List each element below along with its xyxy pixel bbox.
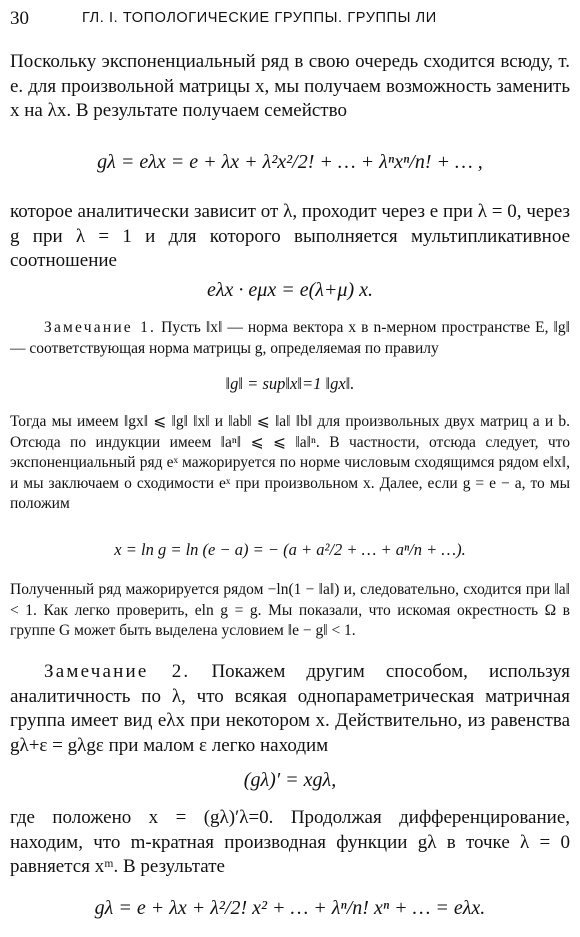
- remark-2: [10, 660, 570, 758]
- remark-1: [10, 318, 570, 359]
- equation-family-series: gλ = eλx = e + λx + λ²x²/2! + … + λⁿxⁿ/n! + … ,: [97, 151, 483, 173]
- remark-1-title: Замечание 1.: [44, 319, 157, 336]
- remark-2-text: Покажем другим способом, используя аналитичность по λ, что всякая однопараметрическая матричная группа имеет вид eλx при некотором x. Действительно, из равенства gλ+ε = gλgε при малом ε легко находим: [10, 661, 571, 756]
- equation-derivative: (gλ)′ = xgλ,: [243, 769, 337, 791]
- paragraph-analytic-dependence: которое аналитически зависит от λ, проходит через e при λ = 0, через g при λ = 1 и для которого выполняется мультипликативное соотношение: [10, 201, 570, 271]
- equation-matrix-norm: ‖g‖ = sup‖x‖=1 ‖gx‖.: [225, 374, 355, 393]
- paragraph-exponential-series: Поскольку экспоненциальный ряд в свою очередь сходится всюду, т. е. для произвольной матрицы x, мы получаем возможность заменить x на λx. В результате получаем семейство: [10, 51, 570, 121]
- paragraph-convergence: Полученный ряд мажорируется рядом −ln(1 − ‖a‖) и, следовательно, сходится при ‖a‖ < 1. Как легко проверить, eln g = g. Мы показали, что искомая окрестность Ω в группе G может быть выделена условием ‖e − g‖ < 1.: [10, 581, 570, 639]
- running-title: ГЛ. I. ТОПОЛОГИЧЕСКИЕ ГРУППЫ. ГРУППЫ ЛИ: [82, 10, 437, 26]
- page-header: [10, 8, 570, 34]
- paragraph-norm-inequalities: Тогда мы имеем ‖gx‖ ⩽ ‖g‖ ‖x‖ и ‖ab‖ ⩽ ‖a‖ ‖b‖ для произвольных двух матриц a и b. Отсюда по индукции имеем ‖aⁿ‖ ⩽ ⩽ ‖a‖ⁿ. В частности, отсюда следует, что экспоненциальный ряд eˣ мажорируется по норме числовым сходящимся рядом e‖x‖, и мы заключаем о сходимости eˣ при произвольном x. Далее, если g = e − a, то мы положим: [10, 413, 570, 512]
- paragraph-higher-derivatives: где положено x = (gλ)′λ=0. Продолжая дифференцирование, находим, что m-кратная производная функции gλ в точке λ = 0 равняется xᵐ. В результате: [10, 807, 570, 877]
- page-number: 30: [10, 8, 29, 29]
- remark-2-title: Замечание 2.: [44, 661, 191, 682]
- remark-1-text: Пусть ‖x‖ — норма вектора x в n-мерном пространстве E, ‖g‖ — соответствующая норма матрицы g, определяемая по правилу: [10, 319, 570, 357]
- equation-taylor-series: gλ = e + λx + λ²/2! x² + … + λⁿ/n! xⁿ + … = eλx.: [94, 897, 486, 919]
- equation-logarithm: x = ln g = ln (e − a) = − (a + a²/2 + … + aⁿ/n + …).: [114, 540, 466, 559]
- equation-multiplicative: eλx · eμx = e(λ+μ) x.: [207, 279, 373, 301]
